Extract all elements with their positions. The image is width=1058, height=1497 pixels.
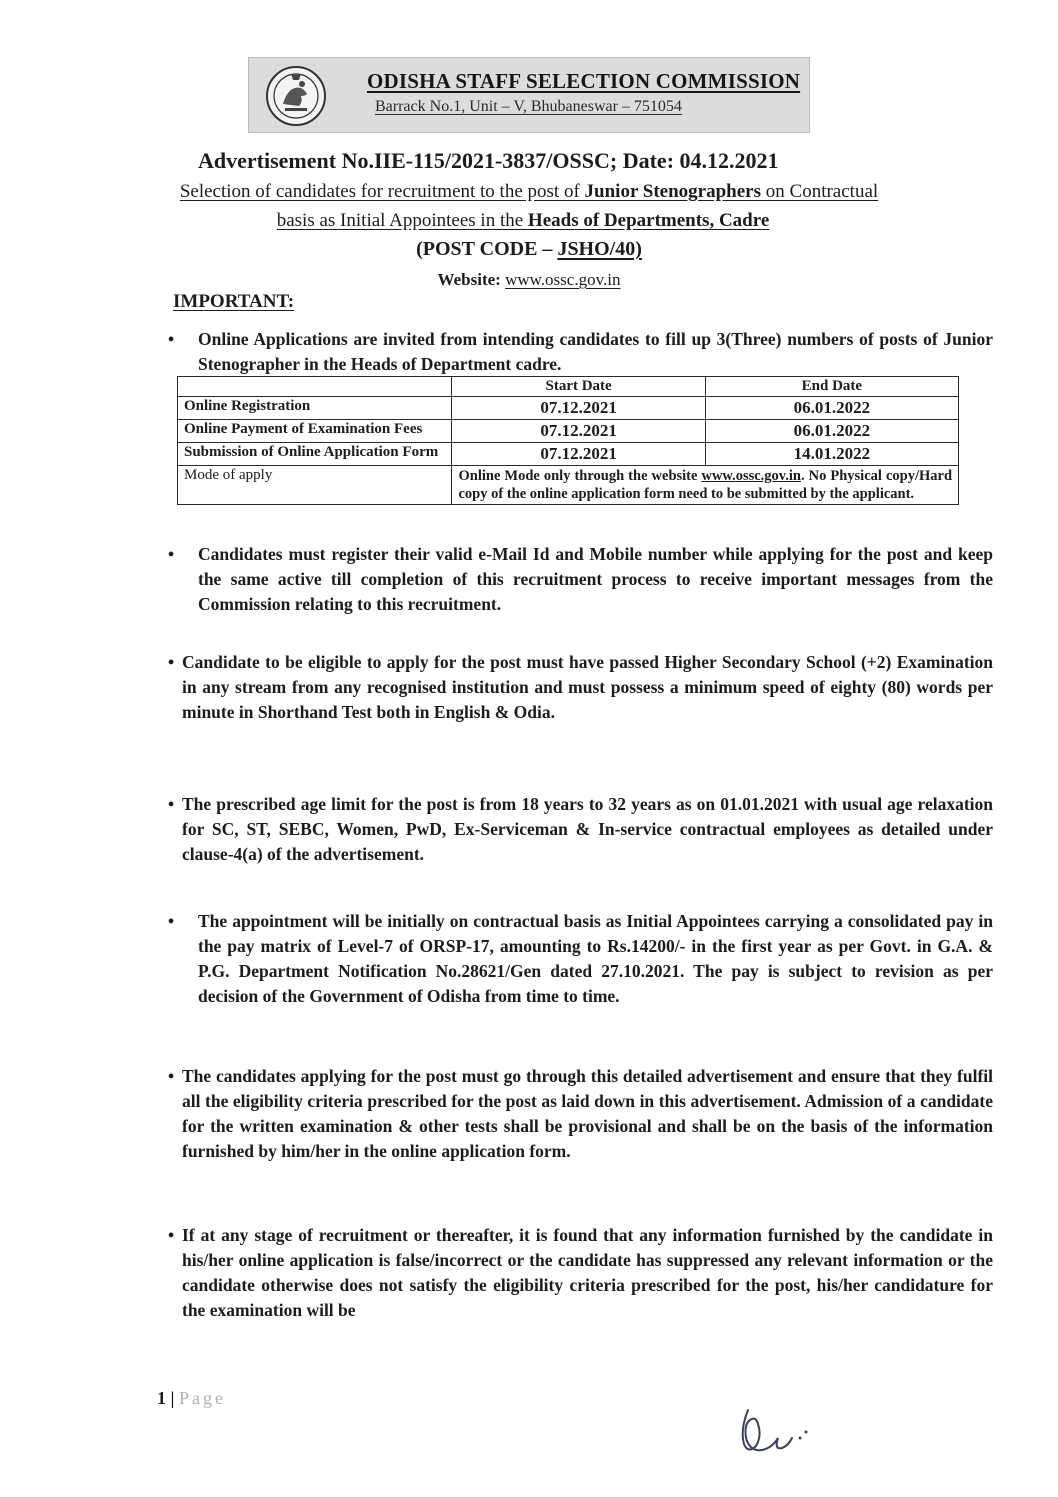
bullet-icon: • (168, 652, 175, 672)
odisha-emblem-icon (265, 64, 327, 128)
row-label: Submission of Online Application Form (178, 443, 452, 466)
selection-line-2-pre: basis as Initial Appointees in the (276, 210, 528, 231)
mode-of-apply-text (452, 466, 959, 505)
selection-line-1 (0, 181, 1058, 203)
start-date: 07.12.2021 (452, 420, 705, 443)
bullet-text: The candidates applying for the post must go through this detailed advertisement and ensure that they fulfil all the eligibility criteria prescribed for the post as laid down in this advertisement. Admission of a candidate for the written examination & other tests shall be provisional and shall be on the basis of the information furnished by him/her in the online application form. (182, 1066, 993, 1161)
row-label: Online Payment of Examination Fees (178, 420, 452, 443)
end-date: 06.01.2022 (705, 420, 958, 443)
commission-name: ODISHA STAFF SELECTION COMMISSION (367, 69, 801, 93)
post-code-prefix: (POST CODE – (416, 238, 558, 260)
table-row (178, 466, 959, 505)
bullet-text: If at any stage of recruitment or thereafter, it is found that any information furnished by the candidate in his/her online application is false/incorrect or the candidate has suppressed any relevant information or the candidate otherwise does not satisfy the eligibility criteria prescribed for the post, his/her candidature for the examination will be (182, 1225, 993, 1320)
selection-line-1-post: on Contractual (761, 181, 879, 202)
signature-icon (726, 1392, 826, 1467)
page-number (157, 1388, 226, 1409)
table-row (178, 420, 959, 443)
advertisement-title: Advertisement No.IIE-115/2021-3837/OSSC; Date: 04.12.2021 (198, 148, 779, 173)
start-date: 07.12.2021 (452, 397, 705, 420)
row-label: Online Registration (178, 397, 452, 420)
bullet-item (168, 327, 993, 377)
bullet-icon: • (168, 911, 175, 931)
important-heading: IMPORTANT: (173, 291, 295, 312)
bullet-icon: • (168, 1225, 175, 1245)
website-label: Website: (437, 270, 506, 289)
table-row (178, 397, 959, 420)
bullet-text: Candidates must register their valid e-Mail Id and Mobile number while applying for the post and keep the same active till completion of this recruitment process to receive important messages from the Commission relating to this recruitment. (198, 544, 993, 614)
end-date: 14.01.2022 (705, 443, 958, 466)
commission-address: Barrack No.1, Unit – V, Bhubaneswar – 751054 (375, 98, 682, 115)
table-row (178, 443, 959, 466)
bullet-text: The prescribed age limit for the post is from 18 years to 32 years as on 01.01.2021 with usual age relaxation for SC, ST, SEBC, Women, PwD, Ex-Serviceman & In-service contractual employees as detailed under clause-4(a) of the advertisement. (182, 794, 993, 864)
table-header-cell (178, 377, 452, 397)
bullet-item (168, 1064, 993, 1164)
mode-text-post: . No Physical copy/Hard copy of the online application form need to be submitted by the applicant. (458, 468, 953, 502)
end-date: 06.01.2022 (705, 397, 958, 420)
bullet-item (168, 792, 993, 867)
row-label: Mode of apply (178, 466, 452, 505)
post-code: JSHO/40) (557, 238, 642, 260)
selection-line-1-pre: Selection of candidates for recruitment to the post of (179, 181, 585, 202)
table-header-cell: End Date (705, 377, 958, 397)
schedule-table (177, 376, 959, 505)
website-line (0, 270, 1058, 290)
selection-line-2 (0, 210, 1052, 232)
bullet-icon: • (168, 544, 175, 564)
table-header-cell: Start Date (452, 377, 705, 397)
mode-website-link[interactable]: www.ossc.gov.in (701, 468, 801, 484)
start-date: 07.12.2021 (452, 443, 705, 466)
bullet-item (168, 542, 993, 617)
bullet-text: The appointment will be initially on contractual basis as Initial Appointees carrying a consolidated pay in the pay matrix of Level-7 of ORSP-17, amounting to Rs.14200/- in the first year as per Govt. in G.A. & P.G. Department Notification No.28621/Gen dated 27.10.2021. The pay is subject to revision as per decision of the Government of Odisha from time to time. (198, 911, 993, 1006)
bullet-icon: • (168, 1066, 175, 1086)
table-header-row (178, 377, 959, 397)
mode-text-pre: Online Mode only through the website (458, 468, 702, 484)
bullet-icon: • (168, 794, 175, 814)
website-link[interactable]: www.ossc.gov.in (505, 270, 621, 289)
bullet-item (168, 1223, 993, 1323)
post-name: Junior Stenographers (584, 181, 762, 202)
bullet-item (168, 650, 993, 725)
post-code-line (0, 238, 1058, 261)
bullet-text: Online Applications are invited from intending candidates to fill up 3(Three) numbers of posts of Junior Stenographer in the Heads of Department cadre. (198, 329, 993, 374)
bullet-text: Candidate to be eligible to apply for the post must have passed Higher Secondary School (+2) Examination in any stream from any recognised institution and must possess a minimum speed of eighty (80) words per minute in Shorthand Test both in English & Odia. (182, 652, 993, 722)
bullet-icon: • (168, 329, 175, 349)
letterhead (248, 57, 810, 133)
page-number-value: 1 (157, 1388, 166, 1408)
page-separator: | (166, 1388, 179, 1408)
bullet-item (168, 909, 993, 1009)
cadre-name: Heads of Departments, Cadre (527, 210, 770, 231)
page-word: Page (178, 1388, 226, 1408)
